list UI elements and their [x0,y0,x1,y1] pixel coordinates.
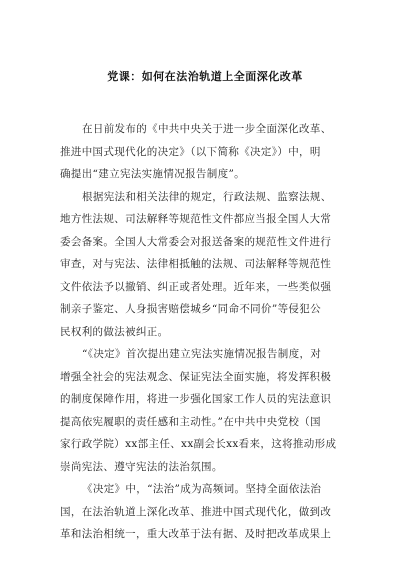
paragraph-line: 确提出“建立宪法实施情况报告制度”。 [60,168,246,180]
paragraph-line: “《决定》首次提出建立宪法实施情况报告制度，对 [82,348,322,360]
paragraph-line: 在日前发布的《中共中央关于进一步全面深化改革、 [82,123,332,135]
paragraph-line: 提高依宪履职的责任感和主动性。”在中共中央党校（国 [60,415,321,428]
paragraph-line: 根据宪法和相关法律的规定，行政法规、监察法规、 [82,190,332,203]
paragraph-line: 家行政学院）xx部主任、xx副会长xx看来，这将推动形成 [60,438,337,450]
paragraph-line: 崇尚宪法、遵守宪法的法治氛围。 [60,460,223,473]
paragraph-line: 革和法治相统一，重大改革于法有据、及时把改革成果上 [60,528,332,540]
paragraph-line: 地方性法规、司法解释等规范性文件都应当报全国人大常 [60,213,332,225]
paragraph-line: 民权利的做法被纠正。 [60,325,169,338]
paragraph-line: 委会备案。全国人大常委会对报送备案的规范性文件进行 [60,235,332,248]
paragraph-line: 增强全社会的宪法观念、保证宪法全面实施，将发挥积极 [60,370,332,383]
paragraph-line: 审查，对与宪法、法律相抵触的法规、司法解释等规范性 [60,258,332,270]
document-body [60,118,350,546]
paragraph-line: 的制度保障作用，将进一步强化国家工作人员的宪法意识 [60,393,332,405]
paragraph-line: 《决定》中，“法治”成为高频词。坚持全面依法治 [82,483,322,495]
paragraph-line: 制亲子鉴定、人身损害赔偿城乡“同命不同价”等侵犯公 [60,303,321,315]
paragraph-line: 推进中国式现代化的决定》（以下简称《决定》）中，明 [60,145,321,158]
document-title: 党课：如何在法治轨道上全面深化改革 [107,70,303,83]
paragraph-line: 文件依法予以撤销、纠正或者处理。近年来，一些类似强 [60,280,332,293]
paragraph-line: 国，在法治轨道上深化改革、推进中国式现代化，做到改 [60,505,332,518]
